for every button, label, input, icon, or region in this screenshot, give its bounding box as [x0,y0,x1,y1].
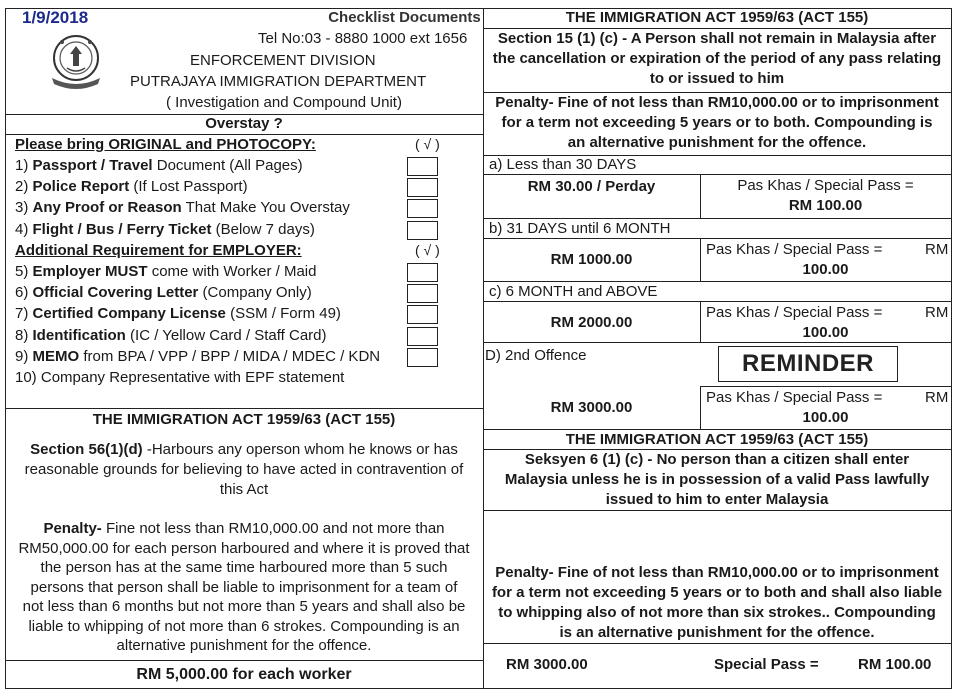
rate-amount: RM 1000.00 [550,251,633,268]
seksyen6-penalty [484,563,950,643]
text-line: Fine not less than RM10,000.00 and not more than [101,520,445,537]
text-line: not less than 6 months but not more than 5 years and shall also be [22,598,466,615]
rate-amount: RM 30.00 / Perday [527,178,656,195]
divider [700,386,951,387]
checkbox[interactable] [407,221,438,240]
text-line: to or issued to him [649,70,785,87]
text-line: -Harbours any operson whom he knows or has [142,441,458,458]
text-line: Penalty- Fine of not less than RM10,000.00 or to imprisonment [495,564,939,581]
immigration-logo [40,28,112,92]
text-line: for a term not exceeding 5 years or to both. Compounding is [501,114,933,131]
check-header: ( √ ) [415,136,440,152]
item-bold: MEMO [32,347,80,365]
divider [483,238,951,239]
rate-amount: RM 3000.00 [550,399,633,416]
division-name: ENFORCEMENT DIVISION [190,52,376,69]
text-line: the cancellation or expiration of the period of any pass relating [492,50,942,67]
checkbox[interactable] [407,305,438,324]
item-bold: Police Report [32,178,130,196]
item-bold: Employer MUST [32,263,148,280]
rate-label: b) 31 DAYS until 6 MONTH [489,220,671,237]
item-text: (If Lost Passport) [129,178,248,196]
item-number: 4) [15,220,29,238]
left-border [5,8,6,689]
seksyen6-amount: RM 3000.00 [506,656,588,673]
item-number: 9) [15,347,29,365]
item-bold: Official Covering Letter [32,284,199,302]
special-pass-label: Special Pass = [714,656,819,673]
special-pass-amount: RM 100.00 [858,656,932,673]
item-text: from BPA / VPP / BPP / MIDA / MDEC / KDN [79,347,381,365]
checklist-item [15,199,350,217]
pass-rm: RM [925,241,949,258]
divider [483,174,951,175]
section15-text [486,29,948,89]
section15-act-title: THE IMMIGRATION ACT 1959/63 (ACT 155) [565,9,869,26]
text-line: Malaysia unless he is in possession of a valid Pass lawfully [504,471,930,488]
text-line: an alternative punishment for the offence. [567,134,867,151]
pass-line: Pas Khas / Special Pass = [706,389,883,406]
divider [483,510,951,511]
checkbox[interactable] [407,178,438,197]
item-number: 6) [15,284,29,302]
pass-line: Pas Khas / Special Pass = [706,304,883,321]
section56-act-title: THE IMMIGRATION ACT 1959/63 (ACT 155) [92,411,396,428]
pass-rm: RM [925,304,949,321]
pass-rm: RM [925,389,949,406]
item-number: 1) [15,157,29,174]
section56-penalty [8,519,480,656]
text-line: issued to him to enter Malaysia [605,491,829,508]
checklist-item [15,284,312,302]
checkbox[interactable] [407,327,438,346]
text-line: persons that person shall be liable to imprisonment for a team of [30,578,458,596]
section56-amount: RM 5,000.00 for each worker [136,666,352,683]
text-line: is an alternative punishment for the offence. [559,624,875,641]
checklist-title: Checklist Documents [328,9,481,26]
pass-line: Pas Khas / Special Pass = [737,177,914,194]
bottom-border [5,688,951,689]
right-border [951,8,952,689]
checklist-item [15,263,316,281]
text-line: Section 15 (1) (c) - A Person shall not remain in Malaysia after [497,30,937,47]
employer-heading: Additional Requirement for EMPLOYER: [15,242,302,259]
item-text: Company Representative with EPF statement [40,369,345,386]
item-text: (Below 7 days) [211,220,315,238]
pass-line: Pas Khas / Special Pass = [706,241,883,258]
rate-amount: RM 2000.00 [550,314,633,331]
text-line: Penalty- Fine of not less than RM10,000.00 or to imprisonment [495,94,939,111]
text-line: the person has at the same time harboured more than 5 such [40,559,448,576]
divider [483,643,951,644]
item-bold: Passport / Travel [32,157,153,174]
reminder-box [718,346,898,382]
item-text: (IC / Yellow Card / Staff Card) [125,326,327,344]
divider [483,281,951,282]
divider [483,301,951,302]
seksyen6-text [486,450,948,510]
checklist-item [15,221,315,239]
divider [483,429,951,430]
telephone-number: Tel No:03 - 8880 1000 ext 1656 [258,30,468,47]
item-number: 2) [15,178,29,196]
text-line: alternative punishment for the offence. [116,637,372,654]
text-line: to whipping also of not more than six strokes.. Compounding [498,604,936,621]
item-bold: Any Proof or Reason [32,199,182,217]
divider [5,660,483,661]
item-text: That Make You Overstay [181,199,350,217]
item-number: 3) [15,199,29,217]
unit-name: ( Investigation and Compound Unit) [166,94,402,111]
crest-icon [40,28,112,92]
seksyen6-act-title: THE IMMIGRATION ACT 1959/63 (ACT 155) [565,431,869,448]
checklist-item [15,327,327,345]
divider [5,134,483,135]
section56-label: Section 56(1)(d) [30,441,143,458]
checklist-item [15,157,303,175]
reminder-label: REMINDER [741,350,874,377]
item-number: 8) [15,326,29,344]
checkbox[interactable] [407,199,438,218]
divider [483,342,951,343]
text-line: Seksyen 6 (1) (c) - No person than a citizen shall enter [524,451,910,468]
checklist-item [15,178,248,196]
pass-amount: 100.00 [802,261,849,278]
text-line: RM50,000.00 for each person harboured and where it is proved that [18,539,470,557]
checkbox[interactable] [407,263,438,282]
item-bold: Identification [32,326,126,344]
item-bold: Flight / Bus / Ferry Ticket [32,220,212,238]
item-number: 5) [15,263,29,280]
check-header: ( √ ) [415,242,440,258]
checkbox[interactable] [407,348,438,367]
pass-amount: 100.00 [802,324,849,341]
divider [5,408,483,409]
rate-label: c) 6 MONTH and ABOVE [489,283,658,300]
penalty-label: Penalty- [43,520,102,537]
rate-label: a) Less than 30 DAYS [489,156,637,173]
item-bold: Certified Company License [32,305,226,323]
section15-penalty [486,93,948,153]
item-text: (Company Only) [198,284,312,302]
checklist-item [15,305,341,323]
pass-amount: 100.00 [802,409,849,426]
item-number: 7) [15,305,29,323]
text-line: reasonable grounds for believing to have acted in contravention of [24,461,464,478]
checklist-item [15,369,344,387]
pass-amount: RM 100.00 [788,197,863,214]
checkbox[interactable] [407,157,438,176]
bring-heading: Please bring ORIGINAL and PHOTOCOPY: [15,136,316,153]
section56-text [8,440,480,500]
text-line: for a term not exceeding 5 years or to both and shall also liable [491,584,943,601]
item-text: come with Worker / Maid [147,263,317,280]
text-line: this Act [219,481,269,498]
item-text: (SSM / Form 49) [225,305,341,323]
divider [483,218,951,219]
overstay-title: Overstay ? [205,115,283,132]
date-stamp: 1/9/2018 [22,8,89,27]
department-name: PUTRAJAYA IMMIGRATION DEPARTMENT [130,73,427,90]
rate-label: D) 2nd Offence [485,347,587,364]
checklist-item [15,348,380,366]
item-text: Document (All Pages) [152,157,303,174]
item-number: 10) [15,369,37,386]
text-line: liable to whipping of not more than 6 strokes. Compounding is an [28,617,460,635]
checkbox[interactable] [407,284,438,303]
